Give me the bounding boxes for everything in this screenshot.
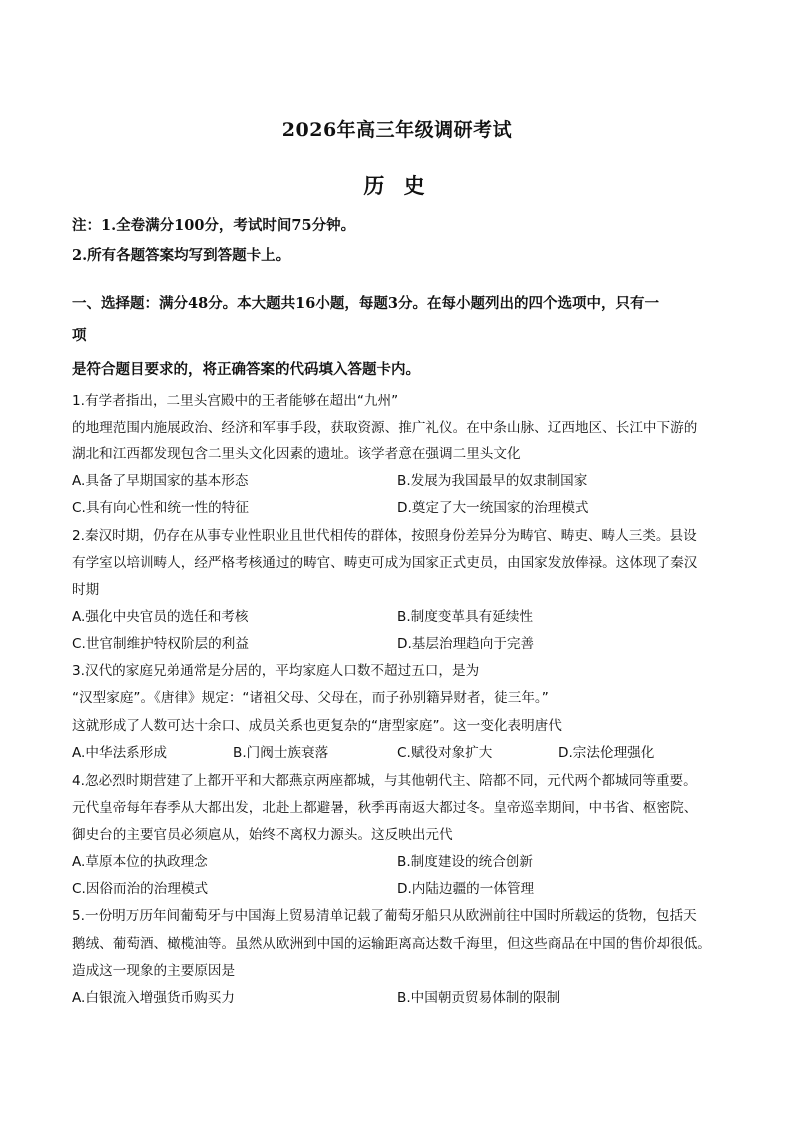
option-a[interactable]: A.中华法系形成 <box>72 745 167 761</box>
question-text: 这就形成了人数可达十余口、成员关系也更复杂的“唐型家庭”。这一变化表明唐代 <box>72 718 562 734</box>
question-text: 3.汉代的家庭兄弟通常是分居的，平均家庭人口数不超过五口，是为 <box>72 663 480 679</box>
option-b[interactable]: B.发展为我国最早的奴隶制国家 <box>397 473 588 489</box>
option-d[interactable]: D.宗法伦理强化 <box>558 745 655 761</box>
option-a[interactable]: A.草原本位的执政理念 <box>72 854 208 870</box>
option-b[interactable]: B.制度建设的统合创新 <box>397 854 533 870</box>
note-line: 注：1.全卷满分100分，考试时间75分钟。 <box>72 217 356 234</box>
question-text: “汉型家庭”。《唐律》规定：“诸祖父母、父母在，而子孙别籍异财者，徒三年。” <box>72 690 549 706</box>
option-c[interactable]: C.世官制维护特权阶层的利益 <box>72 636 249 652</box>
option-b[interactable]: B.门阀士族衰落 <box>233 745 329 761</box>
question-text: 鹅绒、葡萄酒、橄榄油等。虽然从欧洲到中国的运输距离高达数千海里，但这些商品在中国的售价却很低。 <box>72 936 711 952</box>
option-b[interactable]: B.制度变革具有延续性 <box>397 609 533 625</box>
question-text: 造成这一现象的主要原因是 <box>72 963 236 979</box>
subject-title: 历 史 <box>363 173 431 198</box>
option-b[interactable]: B.中国朝贡贸易体制的限制 <box>397 990 561 1006</box>
option-c[interactable]: C.赋役对象扩大 <box>397 745 493 761</box>
question-text: 4.忽必烈时期营建了上都开平和大都燕京两座都城，与其他朝代主、陪都不同，元代两个都城同等重要。 <box>72 773 697 789</box>
question-text: 湖北和江西都发现包含二里头文化因素的遗址。该学者意在强调二里头文化 <box>72 446 521 462</box>
option-a[interactable]: A.具备了早期国家的基本形态 <box>72 473 249 489</box>
question-text: 的地理范围内施展政治、经济和军事手段，获取资源、推广礼仪。在中条山脉、辽西地区、长江中下游的 <box>72 420 698 436</box>
section-heading: 是符合题目要求的，将正确答案的代码填入答题卡内。 <box>72 361 420 378</box>
question-text: 元代皇帝每年春季从大都出发，北赴上都避暑，秋季再南返大都过冬。皇帝巡幸期间，中书省、枢密院、 <box>72 800 698 816</box>
option-d[interactable]: D.内陆边疆的一体管理 <box>397 881 535 897</box>
note-line: 2.所有各题答案均写到答题卡上。 <box>72 247 291 264</box>
exam-title: 2026年高三年级调研考试 <box>281 119 513 141</box>
section-heading: 一、选择题：满分48分。本大题共16小题，每题3分。在每小题列出的四个选项中，只有一 <box>72 295 659 312</box>
option-d[interactable]: D.基层治理趋向于完善 <box>397 636 535 652</box>
question-text: 有学室以培训畴人，经严格考核通过的畴官、畴吏可成为国家正式吏员，由国家发放俸禄。这体现了秦汉 <box>72 555 698 571</box>
option-c[interactable]: C.因俗而治的治理模式 <box>72 881 209 897</box>
question-text: 时期 <box>72 582 100 598</box>
question-text: 5.一份明万历年间葡萄牙与中国海上贸易清单记载了葡萄牙船只从欧洲前往中国时所载运的货物，包括天 <box>72 908 697 924</box>
option-a[interactable]: A.白银流入增强货币购买力 <box>72 990 235 1006</box>
question-text: 御史台的主要官员必须扈从，始终不离权力源头。这反映出元代 <box>72 827 453 843</box>
option-a[interactable]: A.强化中央官员的选任和考核 <box>72 609 249 625</box>
question-text: 2.秦汉时期，仍存在从事专业性职业且世代相传的群体，按照身份差异分为畴官、畴吏、畴人三类。县设 <box>72 528 697 544</box>
option-c[interactable]: C.具有向心性和统一性的特征 <box>72 500 249 516</box>
section-heading: 项 <box>72 327 87 344</box>
question-text: 1.有学者指出，二里头宫殿中的王者能够在超出“九州” <box>72 393 399 409</box>
option-d[interactable]: D.奠定了大一统国家的治理模式 <box>397 500 589 516</box>
